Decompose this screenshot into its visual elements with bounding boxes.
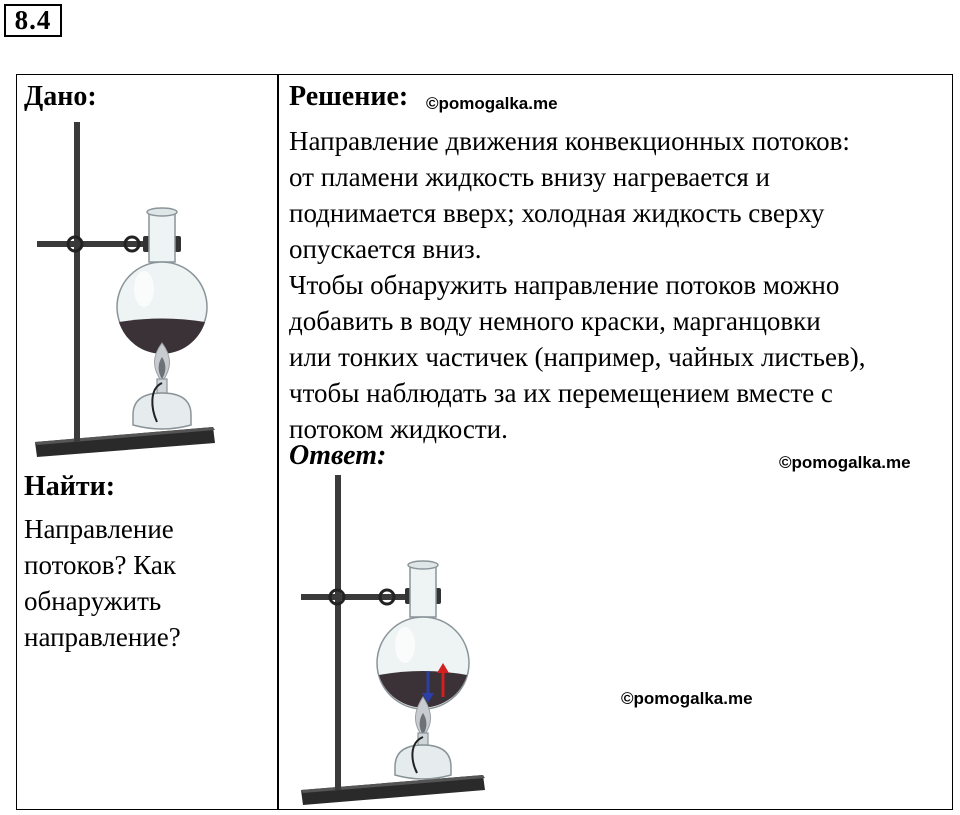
solution-line: добавить в воду немного краски, марганцовки bbox=[289, 306, 821, 336]
solution-line: опускается вниз. bbox=[289, 234, 482, 264]
solution-line: поднимается вверх; холодная жидкость сверху bbox=[289, 198, 825, 228]
watermark: ©pomogalka.me bbox=[426, 94, 558, 113]
watermark: ©pomogalka.me bbox=[621, 689, 753, 708]
given-heading: Дано: bbox=[24, 81, 97, 112]
find-heading: Найти: bbox=[24, 471, 116, 502]
column-divider bbox=[277, 75, 279, 809]
find-text bbox=[24, 511, 181, 655]
answer-heading: Ответ: bbox=[289, 440, 387, 471]
flask-with-convection-arrows-illustration bbox=[297, 475, 497, 805]
problem-number: 8.4 bbox=[4, 4, 62, 37]
find-line: потоков? Как bbox=[24, 550, 177, 580]
solution-line: Направление движения конвекционных потоков: bbox=[289, 126, 850, 156]
solution-heading: Решение: bbox=[289, 81, 409, 112]
find-line: направление? bbox=[24, 622, 181, 652]
solution-line: чтобы наблюдать за их перемещением вместе с bbox=[289, 378, 833, 408]
solution-text bbox=[289, 123, 865, 447]
solution-table bbox=[16, 74, 953, 810]
solution-line: Чтобы обнаружить направление потоков можно bbox=[289, 270, 840, 300]
solution-line: или тонких частичек (например, чайных листьев), bbox=[289, 342, 866, 372]
solution-line: от пламени жидкость внизу нагревается и bbox=[289, 162, 771, 192]
watermark: ©pomogalka.me bbox=[779, 453, 911, 472]
find-line: Направление bbox=[24, 514, 174, 544]
flask-on-stand-illustration bbox=[29, 117, 219, 457]
find-line: обнаружить bbox=[24, 586, 162, 616]
solution-line: потоком жидкости. bbox=[289, 414, 508, 444]
